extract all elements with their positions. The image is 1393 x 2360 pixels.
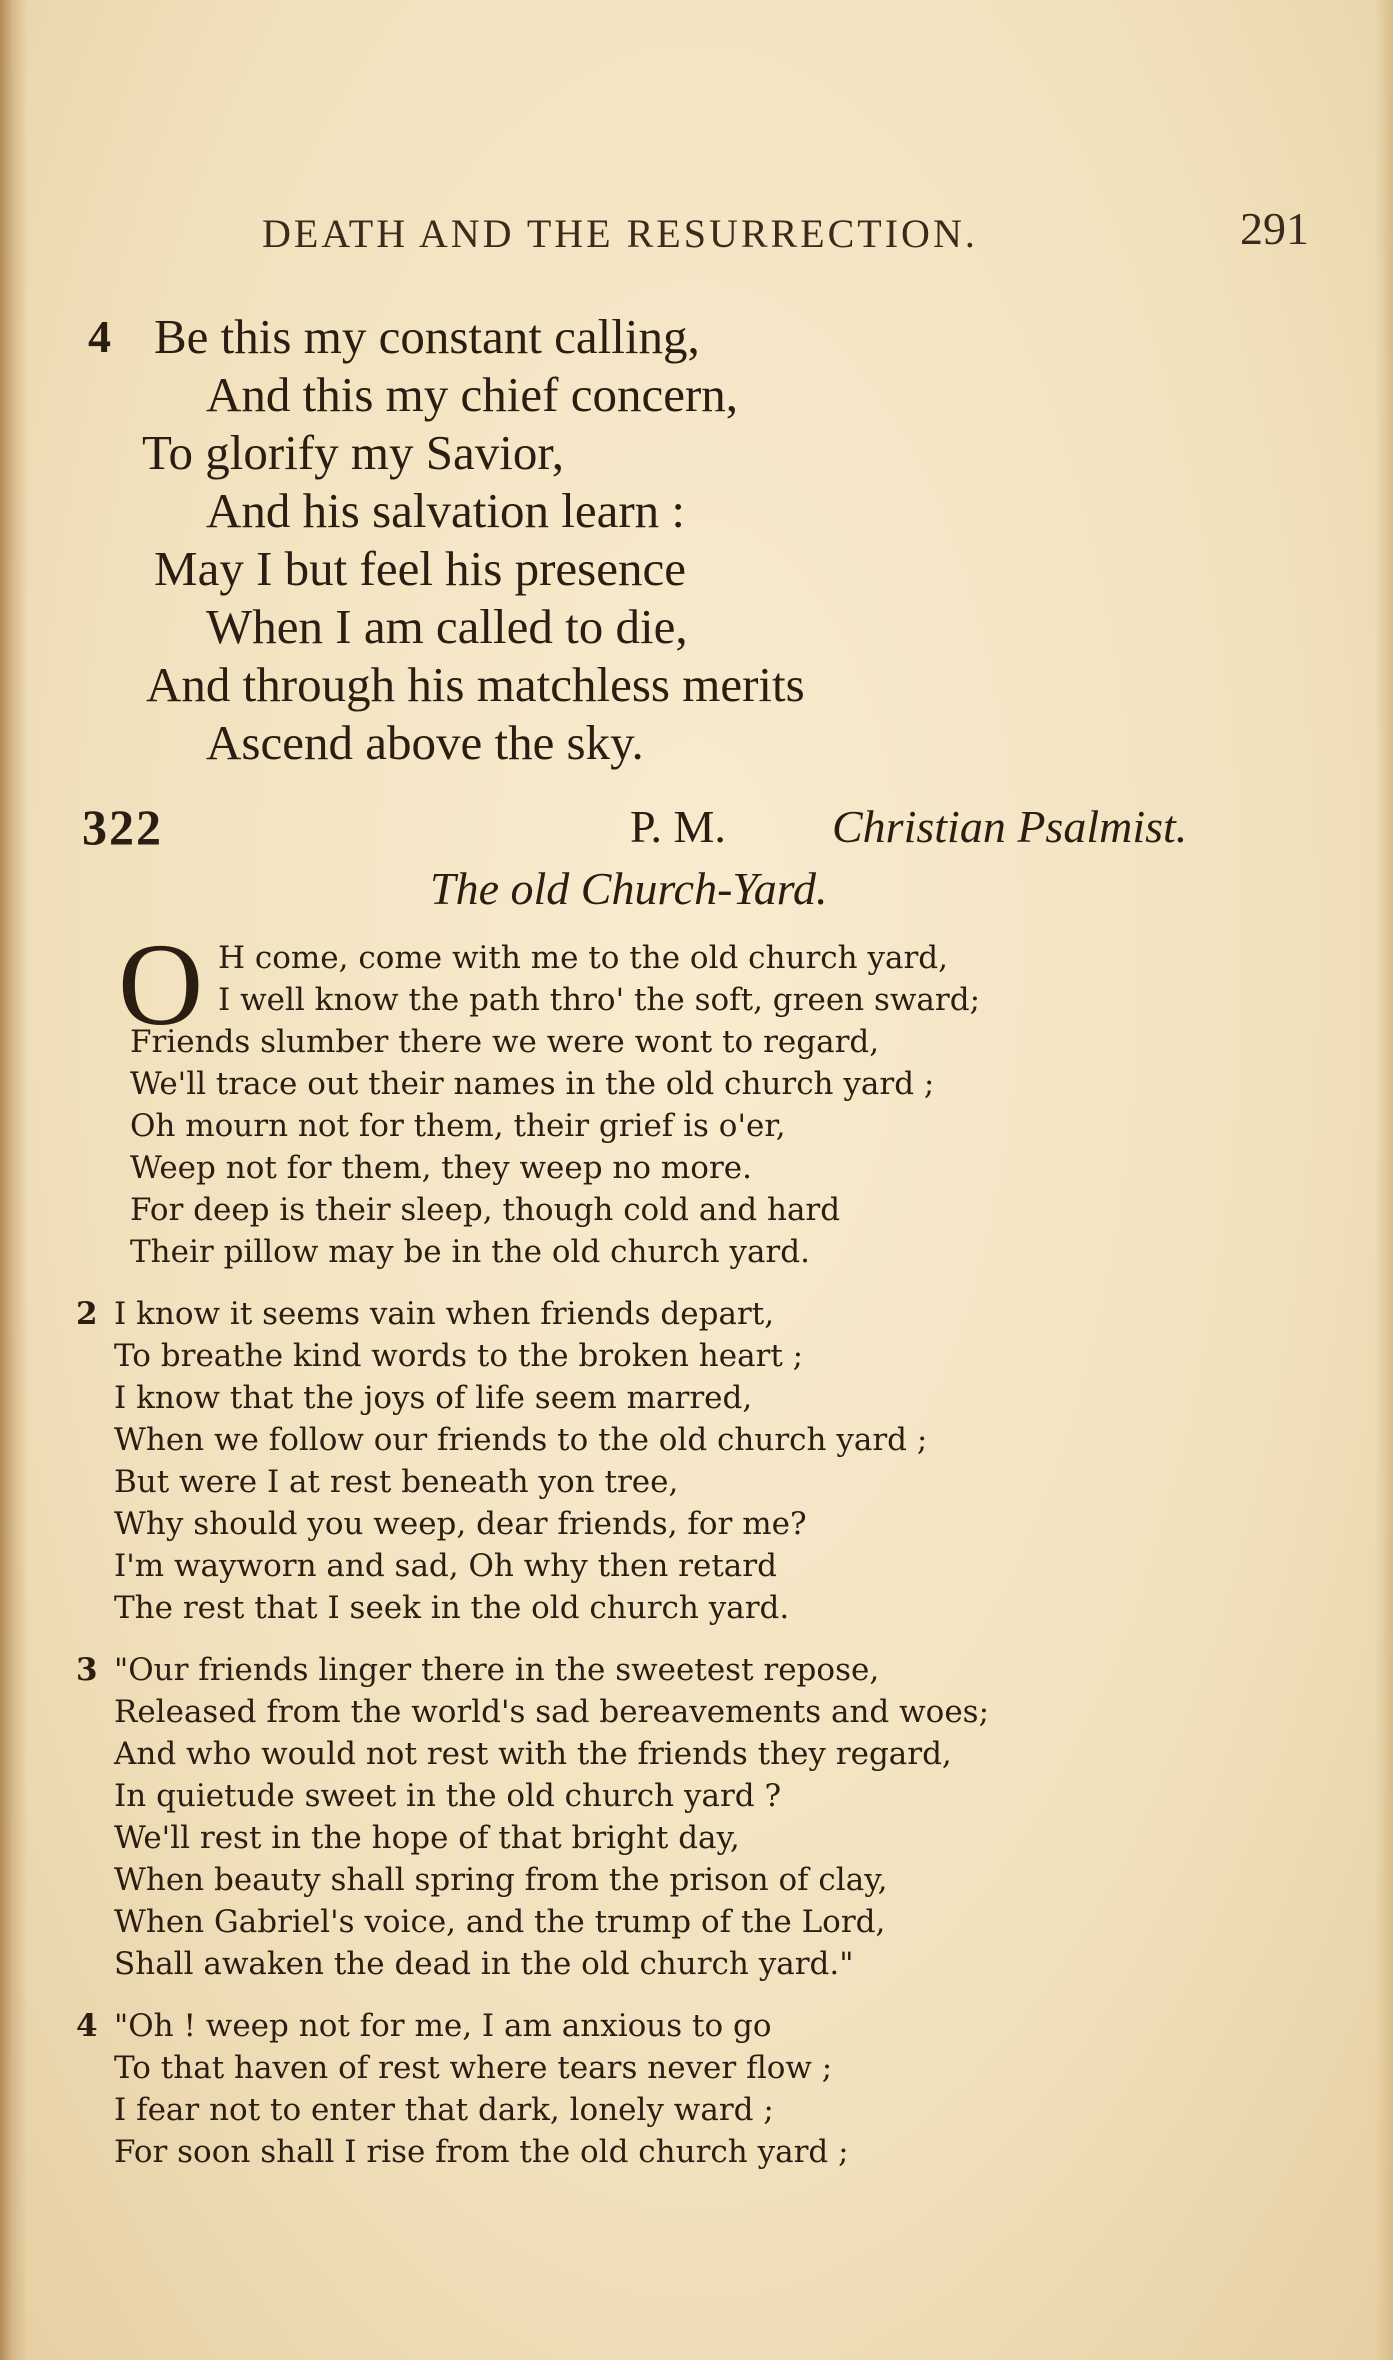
stanza-line: H come, come with me to the old church yard, [218,940,948,976]
stanza-line: Shall awaken the dead in the old church yard." [114,1946,854,1982]
stanza-line: The rest that I seek in the old church yard. [114,1590,790,1626]
stanza-line: I well know the path thro' the soft, green sward; [218,982,981,1018]
page-number: 291 [1240,203,1309,254]
stanza-line: I know that the joys of life seem marred, [114,1380,753,1416]
hymn-meter: P. M. [630,801,726,852]
stanza-line: But were I at rest beneath yon tree, [114,1464,679,1500]
verse-line: To glorify my Savior, [142,425,564,480]
stanza-line: Why should you weep, dear friends, for me? [114,1506,807,1542]
stanza-line: To that haven of rest where tears never flow ; [114,2050,833,2086]
verse-line: When I am called to die, [206,599,688,654]
verse-line: And his salvation learn : [206,483,686,538]
stanza-line: Their pillow may be in the old church yard. [130,1234,810,1270]
verse-line: Be this my constant calling, [154,309,700,364]
stanza-line: I'm wayworn and sad, Oh why then retard [114,1548,777,1584]
stanza-number: 3 [76,1652,98,1688]
hymn-title: The old Church-Yard. [430,863,828,914]
stanza-line: I fear not to enter that dark, lonely ward ; [114,2092,774,2128]
stanza-number: 2 [76,1296,98,1332]
hymn-number: 322 [82,799,163,855]
stanza-line: We'll rest in the hope of that bright day, [114,1820,740,1856]
stanza-line: We'll trace out their names in the old church yard ; [130,1066,935,1102]
stanza-line: When we follow our friends to the old church yard ; [114,1422,928,1458]
stanza-line: "Our friends linger there in the sweetest repose, [114,1652,880,1688]
stanza-line: I know it seems vain when friends depart, [114,1296,775,1332]
hymn-source: Christian Psalmist. [832,801,1188,852]
verse-line: And this my chief concern, [206,367,739,422]
stanza-line: And who would not rest with the friends they regard, [114,1736,952,1772]
verse-line: Ascend above the sky. [206,715,644,770]
stanza-line: Weep not for them, they weep no more. [130,1150,752,1186]
stanza-line: Friends slumber there we were wont to regard, [130,1024,880,1060]
verse-line: And through his matchless merits [146,657,805,712]
stanza-line: "Oh ! weep not for me, I am anxious to go [114,2008,772,2044]
running-head: DEATH AND THE RESURRECTION. [262,211,978,256]
verse-number: 4 [88,311,111,362]
stanza-line: Released from the world's sad bereavements and woes; [114,1694,990,1730]
stanza-line: To breathe kind words to the broken heart ; [114,1338,804,1374]
stanza-line: In quietude sweet in the old church yard ? [114,1778,782,1814]
stanza-line: For deep is their sleep, though cold and hard [130,1192,841,1228]
stanza-number: 4 [76,2008,98,2044]
verse-line: May I but feel his presence [154,541,686,596]
stanza-line: When beauty shall spring from the prison of clay, [114,1862,888,1898]
stanza-line: For soon shall I rise from the old church yard ; [114,2134,849,2170]
stanza-line: Oh mourn not for them, their grief is o'er, [130,1108,786,1144]
drop-cap: O [118,919,204,1050]
stanza-line: When Gabriel's voice, and the trump of the Lord, [114,1904,886,1940]
